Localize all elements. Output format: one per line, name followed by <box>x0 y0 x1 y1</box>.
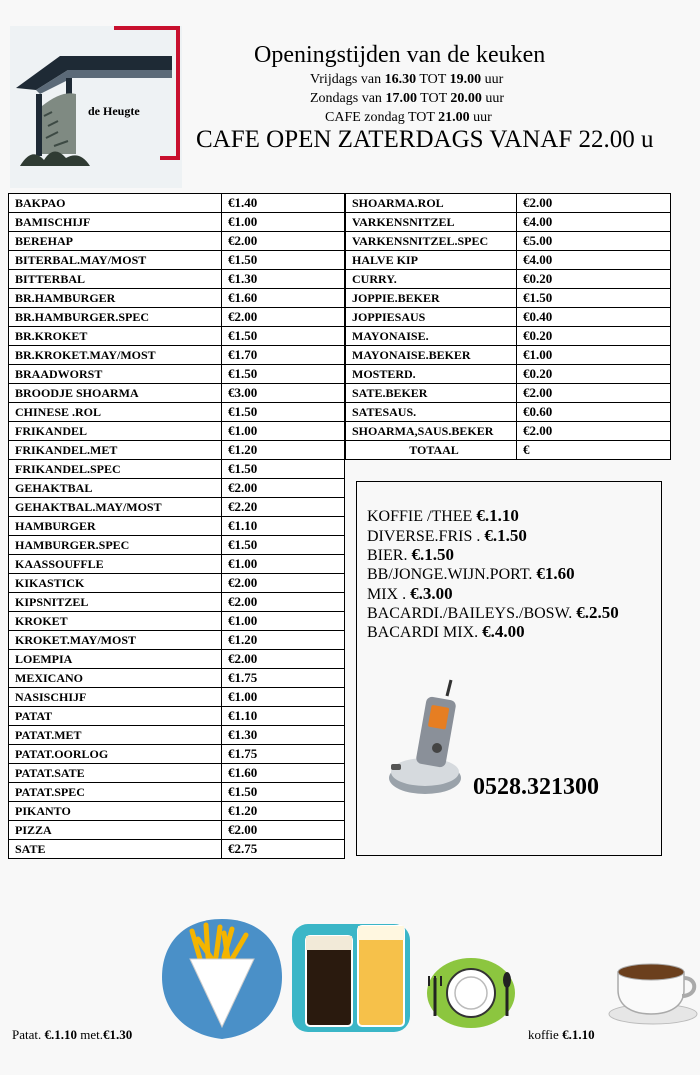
menu-item-name: PATAT.OORLOG <box>9 745 222 764</box>
menu-item-name: SHOARMA,SAUS.BEKER <box>346 422 517 441</box>
menu-item-name: JOPPIE.BEKER <box>346 289 517 308</box>
menu-row <box>9 536 345 555</box>
menu-item-price: €1.20 <box>222 802 345 821</box>
menu-item-name: GEHAKTBAL.MAY/MOST <box>9 498 222 517</box>
menu-item-price: €1.40 <box>222 194 345 213</box>
menu-item-price: €1.00 <box>222 555 345 574</box>
menu-item-price: €1.60 <box>222 764 345 783</box>
phone-icon <box>385 678 467 798</box>
menu-item-price: €2.20 <box>222 498 345 517</box>
menu-item-price: €1.30 <box>222 726 345 745</box>
menu-row <box>346 270 671 289</box>
hours-line-cafe-sunday: CAFE zondag TOT 21.00 uur <box>325 110 492 125</box>
drink-item: KOFFIE /THEE €.1.10 <box>367 506 519 525</box>
menu-row <box>9 593 345 612</box>
menu-item-price: €2.00 <box>517 194 671 213</box>
total-value: € <box>517 441 671 460</box>
kitchen-hours-title: Openingstijden van de keuken <box>254 42 546 68</box>
logo-text: de Heugte <box>88 104 140 118</box>
menu-item-name: SATE.BEKER <box>346 384 517 403</box>
menu-item-name: BAKPAO <box>9 194 222 213</box>
total-row <box>346 441 671 460</box>
menu-item-price: €1.50 <box>222 783 345 802</box>
menu-row <box>346 327 671 346</box>
menu-row <box>9 802 345 821</box>
menu-row <box>9 612 345 631</box>
menu-row <box>9 251 345 270</box>
menu-item-name: PATAT.MET <box>9 726 222 745</box>
menu-item-name: PATAT.SPEC <box>9 783 222 802</box>
menu-item-name: BITERBAL.MAY/MOST <box>9 251 222 270</box>
drink-item: BACARDI./BAILEYS./BOSW. €.2.50 <box>367 603 619 622</box>
menu-item-name: FRIKANDEL.MET <box>9 441 222 460</box>
menu-item-name: BITTERBAL <box>9 270 222 289</box>
menu-row <box>9 479 345 498</box>
menu-table-right <box>345 193 671 460</box>
menu-row <box>9 365 345 384</box>
menu-item-price: €1.00 <box>222 688 345 707</box>
drink-item: MIX . €.3.00 <box>367 584 453 603</box>
menu-item-price: €1.00 <box>222 612 345 631</box>
menu-item-name: BROODJE SHOARMA <box>9 384 222 403</box>
menu-row <box>9 289 345 308</box>
menu-row <box>9 650 345 669</box>
hours-line-friday: Vrijdags van 16.30 TOT 19.00 uur <box>310 72 504 87</box>
menu-item-name: PIZZA <box>9 821 222 840</box>
menu-row <box>9 422 345 441</box>
menu-item-price: €1.50 <box>222 365 345 384</box>
menu-row <box>9 783 345 802</box>
menu-row <box>9 517 345 536</box>
total-label: TOTAAL <box>346 441 517 460</box>
menu-item-name: KIPSNITZEL <box>9 593 222 612</box>
menu-item-name: BR.KROKET.MAY/MOST <box>9 346 222 365</box>
fries-icon <box>162 915 282 1043</box>
menu-row <box>346 422 671 441</box>
menu-item-name: BEREHAP <box>9 232 222 251</box>
menu-row <box>9 441 345 460</box>
menu-item-name: HAMBURGER.SPEC <box>9 536 222 555</box>
menu-item-name: VARKENSNITZEL.SPEC <box>346 232 517 251</box>
menu-row <box>9 403 345 422</box>
menu-item-price: €2.00 <box>222 232 345 251</box>
menu-item-name: SATE <box>9 840 222 859</box>
menu-row <box>9 327 345 346</box>
menu-item-price: €1.20 <box>222 441 345 460</box>
menu-row <box>9 460 345 479</box>
menu-item-price: €0.20 <box>517 327 671 346</box>
menu-row <box>346 232 671 251</box>
menu-row <box>9 688 345 707</box>
menu-item-name: MEXICANO <box>9 669 222 688</box>
menu-item-price: €1.50 <box>222 460 345 479</box>
menu-item-name: BR.HAMBURGER.SPEC <box>9 308 222 327</box>
drink-item: BACARDI MIX. €.4.00 <box>367 622 525 641</box>
menu-item-name: SHOARMA.ROL <box>346 194 517 213</box>
menu-item-price: €2.00 <box>517 384 671 403</box>
menu-item-price: €2.00 <box>517 422 671 441</box>
menu-row <box>346 365 671 384</box>
menu-item-name: HAMBURGER <box>9 517 222 536</box>
hours-line-sunday: Zondags van 17.00 TOT 20.00 uur <box>310 91 505 106</box>
menu-item-name: HALVE KIP <box>346 251 517 270</box>
menu-item-name: LOEMPIA <box>9 650 222 669</box>
menu-item-price: €5.00 <box>517 232 671 251</box>
drink-item: DIVERSE.FRIS . €.1.50 <box>367 526 527 545</box>
menu-item-price: €1.50 <box>222 327 345 346</box>
plate-cutlery-icon <box>423 956 519 1030</box>
menu-item-name: VARKENSNITZEL <box>346 213 517 232</box>
menu-item-name: CHINESE .ROL <box>9 403 222 422</box>
menu-item-name: MAYONAISE.BEKER <box>346 346 517 365</box>
menu-item-price: €0.60 <box>517 403 671 422</box>
menu-item-price: €3.00 <box>222 384 345 403</box>
drink-item: BIER. €.1.50 <box>367 545 454 564</box>
menu-row <box>9 726 345 745</box>
menu-row <box>9 555 345 574</box>
beer-glasses-icon <box>292 918 410 1036</box>
menu-item-name: NASISCHIJF <box>9 688 222 707</box>
menu-item-name: BR.HAMBURGER <box>9 289 222 308</box>
menu-item-name: JOPPIESAUS <box>346 308 517 327</box>
menu-item-price: €2.00 <box>222 308 345 327</box>
menu-row <box>9 669 345 688</box>
menu-row <box>346 384 671 403</box>
menu-row <box>346 194 671 213</box>
menu-item-name: BR.KROKET <box>9 327 222 346</box>
drinks-box <box>356 481 662 856</box>
menu-item-name: GEHAKTBAL <box>9 479 222 498</box>
menu-row <box>9 707 345 726</box>
coffee-cup-icon <box>606 956 700 1026</box>
menu-item-name: PATAT <box>9 707 222 726</box>
menu-item-name: MAYONAISE. <box>346 327 517 346</box>
menu-item-price: €1.50 <box>222 251 345 270</box>
menu-item-price: €1.00 <box>222 422 345 441</box>
menu-item-price: €2.00 <box>222 821 345 840</box>
menu-item-price: €1.00 <box>517 346 671 365</box>
menu-row <box>9 498 345 517</box>
menu-row <box>9 194 345 213</box>
menu-item-name: SATESAUS. <box>346 403 517 422</box>
phone-number: 0528.321300 <box>473 774 599 800</box>
menu-item-price: €4.00 <box>517 251 671 270</box>
menu-row <box>9 840 345 859</box>
menu-row <box>9 346 345 365</box>
menu-item-name: KROKET.MAY/MOST <box>9 631 222 650</box>
menu-item-name: KIKASTICK <box>9 574 222 593</box>
menu-item-name: KROKET <box>9 612 222 631</box>
menu-item-price: €1.70 <box>222 346 345 365</box>
menu-item-name: PATAT.SATE <box>9 764 222 783</box>
menu-item-price: €2.00 <box>222 574 345 593</box>
menu-item-price: €2.00 <box>222 479 345 498</box>
menu-item-price: €1.50 <box>517 289 671 308</box>
menu-item-name: BRAADWORST <box>9 365 222 384</box>
menu-item-price: €2.00 <box>222 650 345 669</box>
menu-item-price: €1.75 <box>222 745 345 764</box>
menu-item-price: €1.30 <box>222 270 345 289</box>
menu-row <box>346 213 671 232</box>
menu-item-name: CURRY. <box>346 270 517 289</box>
menu-item-price: €1.10 <box>222 707 345 726</box>
menu-item-price: €4.00 <box>517 213 671 232</box>
menu-row <box>346 251 671 270</box>
menu-row <box>9 308 345 327</box>
menu-row <box>9 764 345 783</box>
menu-row <box>9 270 345 289</box>
menu-row <box>9 821 345 840</box>
menu-row <box>9 574 345 593</box>
menu-item-name: MOSTERD. <box>346 365 517 384</box>
menu-item-name: BAMISCHIJF <box>9 213 222 232</box>
menu-item-price: €2.00 <box>222 593 345 612</box>
menu-row <box>346 346 671 365</box>
patat-price-label: Patat. €.1.10 met.€1.30 <box>12 1027 133 1042</box>
menu-table-left <box>8 193 345 859</box>
menu-item-price: €1.10 <box>222 517 345 536</box>
menu-item-price: €1.50 <box>222 536 345 555</box>
menu-item-name: FRIKANDEL.SPEC <box>9 460 222 479</box>
menu-row <box>9 384 345 403</box>
menu-item-price: €0.40 <box>517 308 671 327</box>
menu-row <box>346 403 671 422</box>
menu-row <box>9 631 345 650</box>
menu-item-price: €0.20 <box>517 270 671 289</box>
drink-item: BB/JONGE.WIJN.PORT. €1.60 <box>367 564 575 583</box>
menu-item-name: KAASSOUFFLE <box>9 555 222 574</box>
menu-row <box>9 213 345 232</box>
menu-row <box>346 308 671 327</box>
cafe-open-saturday: CAFE OPEN ZATERDAGS VANAF 22.00 u <box>196 126 654 153</box>
menu-item-price: €1.60 <box>222 289 345 308</box>
menu-row <box>9 232 345 251</box>
menu-item-price: €1.20 <box>222 631 345 650</box>
menu-item-price: €1.50 <box>222 403 345 422</box>
menu-item-price: €1.75 <box>222 669 345 688</box>
menu-row <box>9 745 345 764</box>
menu-item-price: €1.00 <box>222 213 345 232</box>
menu-item-name: PIKANTO <box>9 802 222 821</box>
menu-row <box>346 289 671 308</box>
menu-item-name: FRIKANDEL <box>9 422 222 441</box>
koffie-price-label: koffie €.1.10 <box>528 1027 595 1042</box>
menu-item-price: €2.75 <box>222 840 345 859</box>
menu-item-price: €0.20 <box>517 365 671 384</box>
